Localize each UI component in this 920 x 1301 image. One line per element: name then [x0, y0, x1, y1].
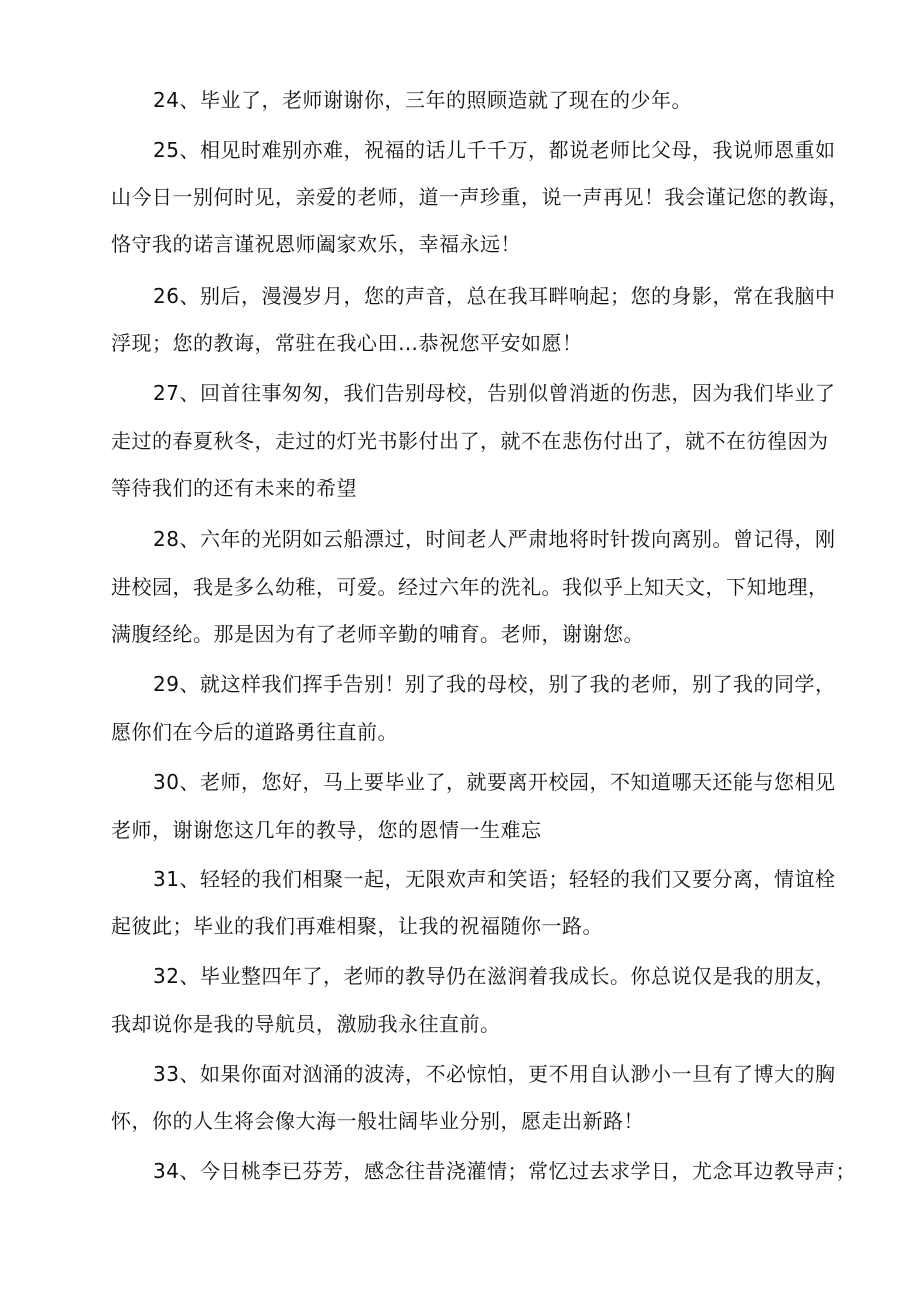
text-line: 34、今日桃李已芬芳，感念往昔浇灌情；常忆过去求学日，尤念耳边教导声；	[153, 1159, 856, 1183]
text-line: 33、如果你面对汹涌的波涛，不必惊怕，更不用自认渺小一旦有了博大的胸	[153, 1062, 836, 1086]
text-line: 老师，谢谢您这几年的教导，您的恩情一生难忘	[111, 818, 542, 842]
text-line: 等待我们的还有未来的希望	[111, 476, 357, 500]
text-line: 山今日一别何时见，亲爱的老师，道一声珍重，说一声再见！我会谨记您的教诲，	[111, 185, 849, 209]
text-line: 进校园，我是多么幼稚，可爱。经过六年的洗礼。我似乎上知天文，下知地理，	[111, 575, 829, 599]
text-line: 愿你们在今后的道路勇往直前。	[111, 720, 398, 744]
text-line: 满腹经纶。那是因为有了老师辛勤的哺育。老师，谢谢您。	[111, 622, 644, 646]
text-line: 24、毕业了，老师谢谢你，三年的照顾造就了现在的少年。	[153, 88, 692, 112]
text-line: 浮现；您的教诲，常驻在我心田…恭祝您平安如愿！	[111, 331, 583, 355]
text-line: 27、回首往事匆匆，我们告别母校，告别似曾消逝的伤悲，因为我们毕业了	[153, 381, 836, 405]
text-line: 29、就这样我们挥手告别！别了我的母校，别了我的老师，别了我的同学，	[153, 672, 836, 696]
text-line: 起彼此；毕业的我们再难相聚，让我的祝福随你一路。	[111, 914, 603, 938]
text-line: 31、轻轻的我们相聚一起，无限欢声和笑语；轻轻的我们又要分离，情谊栓	[153, 867, 836, 891]
text-line: 25、相见时难别亦难，祝福的话儿千千万，都说老师比父母，我说师恩重如	[153, 138, 836, 162]
text-line: 我却说你是我的导航员，激励我永往直前。	[111, 1012, 501, 1036]
text-line: 32、毕业整四年了，老师的教导仍在滋润着我成长。你总说仅是我的朋友，	[153, 964, 836, 988]
text-line: 26、别后，漫漫岁月，您的声音，总在我耳畔响起；您的身影，常在我脑中	[153, 284, 836, 308]
text-line: 30、老师，您好，马上要毕业了，就要离开校园，不知道哪天还能与您相见	[153, 770, 836, 794]
text-line: 恪守我的诺言谨祝恩师阖家欢乐，幸福永远！	[111, 232, 521, 256]
text-line: 28、六年的光阴如云船漂过，时间老人严肃地将时针拨向离别。曾记得，刚	[153, 527, 836, 551]
text-line: 怀，你的人生将会像大海一般壮阔毕业分别，愿走出新路！	[111, 1109, 644, 1133]
text-line: 走过的春夏秋冬，走过的灯光书影付出了，就不在悲伤付出了，就不在彷徨因为	[111, 429, 829, 453]
